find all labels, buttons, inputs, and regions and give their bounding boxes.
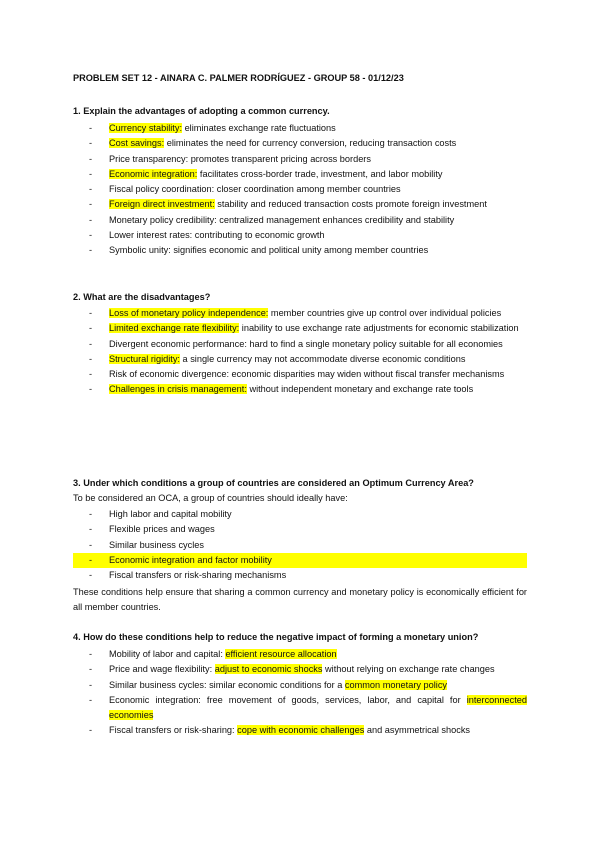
list-item: - Economic integration: free movement of goods, services, labor, and capital for interconnected economies	[89, 694, 527, 721]
list-item: - High labor and capital mobility	[89, 509, 232, 519]
document-title: PROBLEM SET 12 - AINARA C. PALMER RODRÍGUEZ - GROUP 58 - 01/12/23	[73, 73, 404, 83]
list-item: - Mobility of labor and capital: efficient resource allocation	[89, 649, 337, 659]
list-item: - Symbolic unity: signifies economic and political unity among member countries	[89, 245, 429, 256]
list-item: - Limited exchange rate flexibility: inability to use exchange rate adjustments for economic stabilization	[89, 323, 519, 334]
question-4-heading: 4. How do these conditions help to reduce the negative impact of forming a monetary union?	[73, 632, 479, 642]
list-item: - Structural rigidity: a single currency may not accommodate diverse economic conditions	[89, 353, 466, 364]
question-2-heading: 2. What are the disadvantages?	[73, 292, 211, 302]
list-item: - Similar business cycles	[89, 539, 204, 550]
list-item: - Cost savings: eliminates the need for currency conversion, reducing transaction costs	[89, 138, 457, 149]
advantages-list	[73, 121, 527, 259]
list-item: - Challenges in crisis management: without independent monetary and exchange rate tools	[89, 384, 474, 395]
list-item: - Fiscal transfers or risk-sharing mechanisms	[89, 570, 287, 581]
list-item: - Flexible prices and wages	[89, 524, 215, 535]
benefits-list	[73, 647, 527, 739]
question-3-outro: These conditions help ensure that sharing a common currency and monetary policy is economically efficient for all member countries.	[73, 587, 527, 612]
list-item: - Fiscal policy coordination: closer coordination among member countries	[89, 184, 401, 195]
list-item: - Loss of monetary policy independence: member countries give up control over individual policies	[89, 308, 502, 318]
list-item: - Economic integration: facilitates cross-border trade, investment, and labor mobility	[89, 168, 443, 179]
list-item: - Price and wage flexibility: adjust to economic shocks without relying on exchange rate changes	[89, 664, 495, 675]
list-item: - Risk of economic divergence: economic disparities may widen without fiscal transfer mechanisms	[89, 369, 505, 380]
list-item: - Price transparency: promotes transparent pricing across borders	[89, 153, 371, 164]
list-item: - Similar business cycles: similar economic conditions for a common monetary policy	[89, 679, 448, 690]
question-3-heading: 3. Under which conditions a group of countries are considered an Optimum Currency Area?	[73, 478, 474, 488]
oca-conditions-list	[73, 507, 527, 583]
list-item: - Lower interest rates: contributing to economic growth	[89, 230, 325, 241]
list-item: - Monetary policy credibility: centralized management enhances credibility and stability	[89, 214, 455, 225]
list-item: - Divergent economic performance: hard to find a single monetary policy suitable for all economies	[89, 338, 503, 349]
list-item: - Fiscal transfers or risk-sharing: cope with economic challenges and asymmetrical shocks	[89, 725, 471, 736]
list-item: - Currency stability: eliminates exchange rate fluctuations	[89, 123, 336, 133]
disadvantages-list	[73, 306, 527, 398]
list-item: - Foreign direct investment: stability and reduced transaction costs promote foreign investment	[89, 199, 487, 210]
question-3-intro: To be considered an OCA, a group of countries should ideally have:	[73, 493, 348, 503]
question-1-heading: 1. Explain the advantages of adopting a common currency.	[73, 106, 330, 116]
list-item: - Economic integration and factor mobility	[73, 553, 527, 568]
